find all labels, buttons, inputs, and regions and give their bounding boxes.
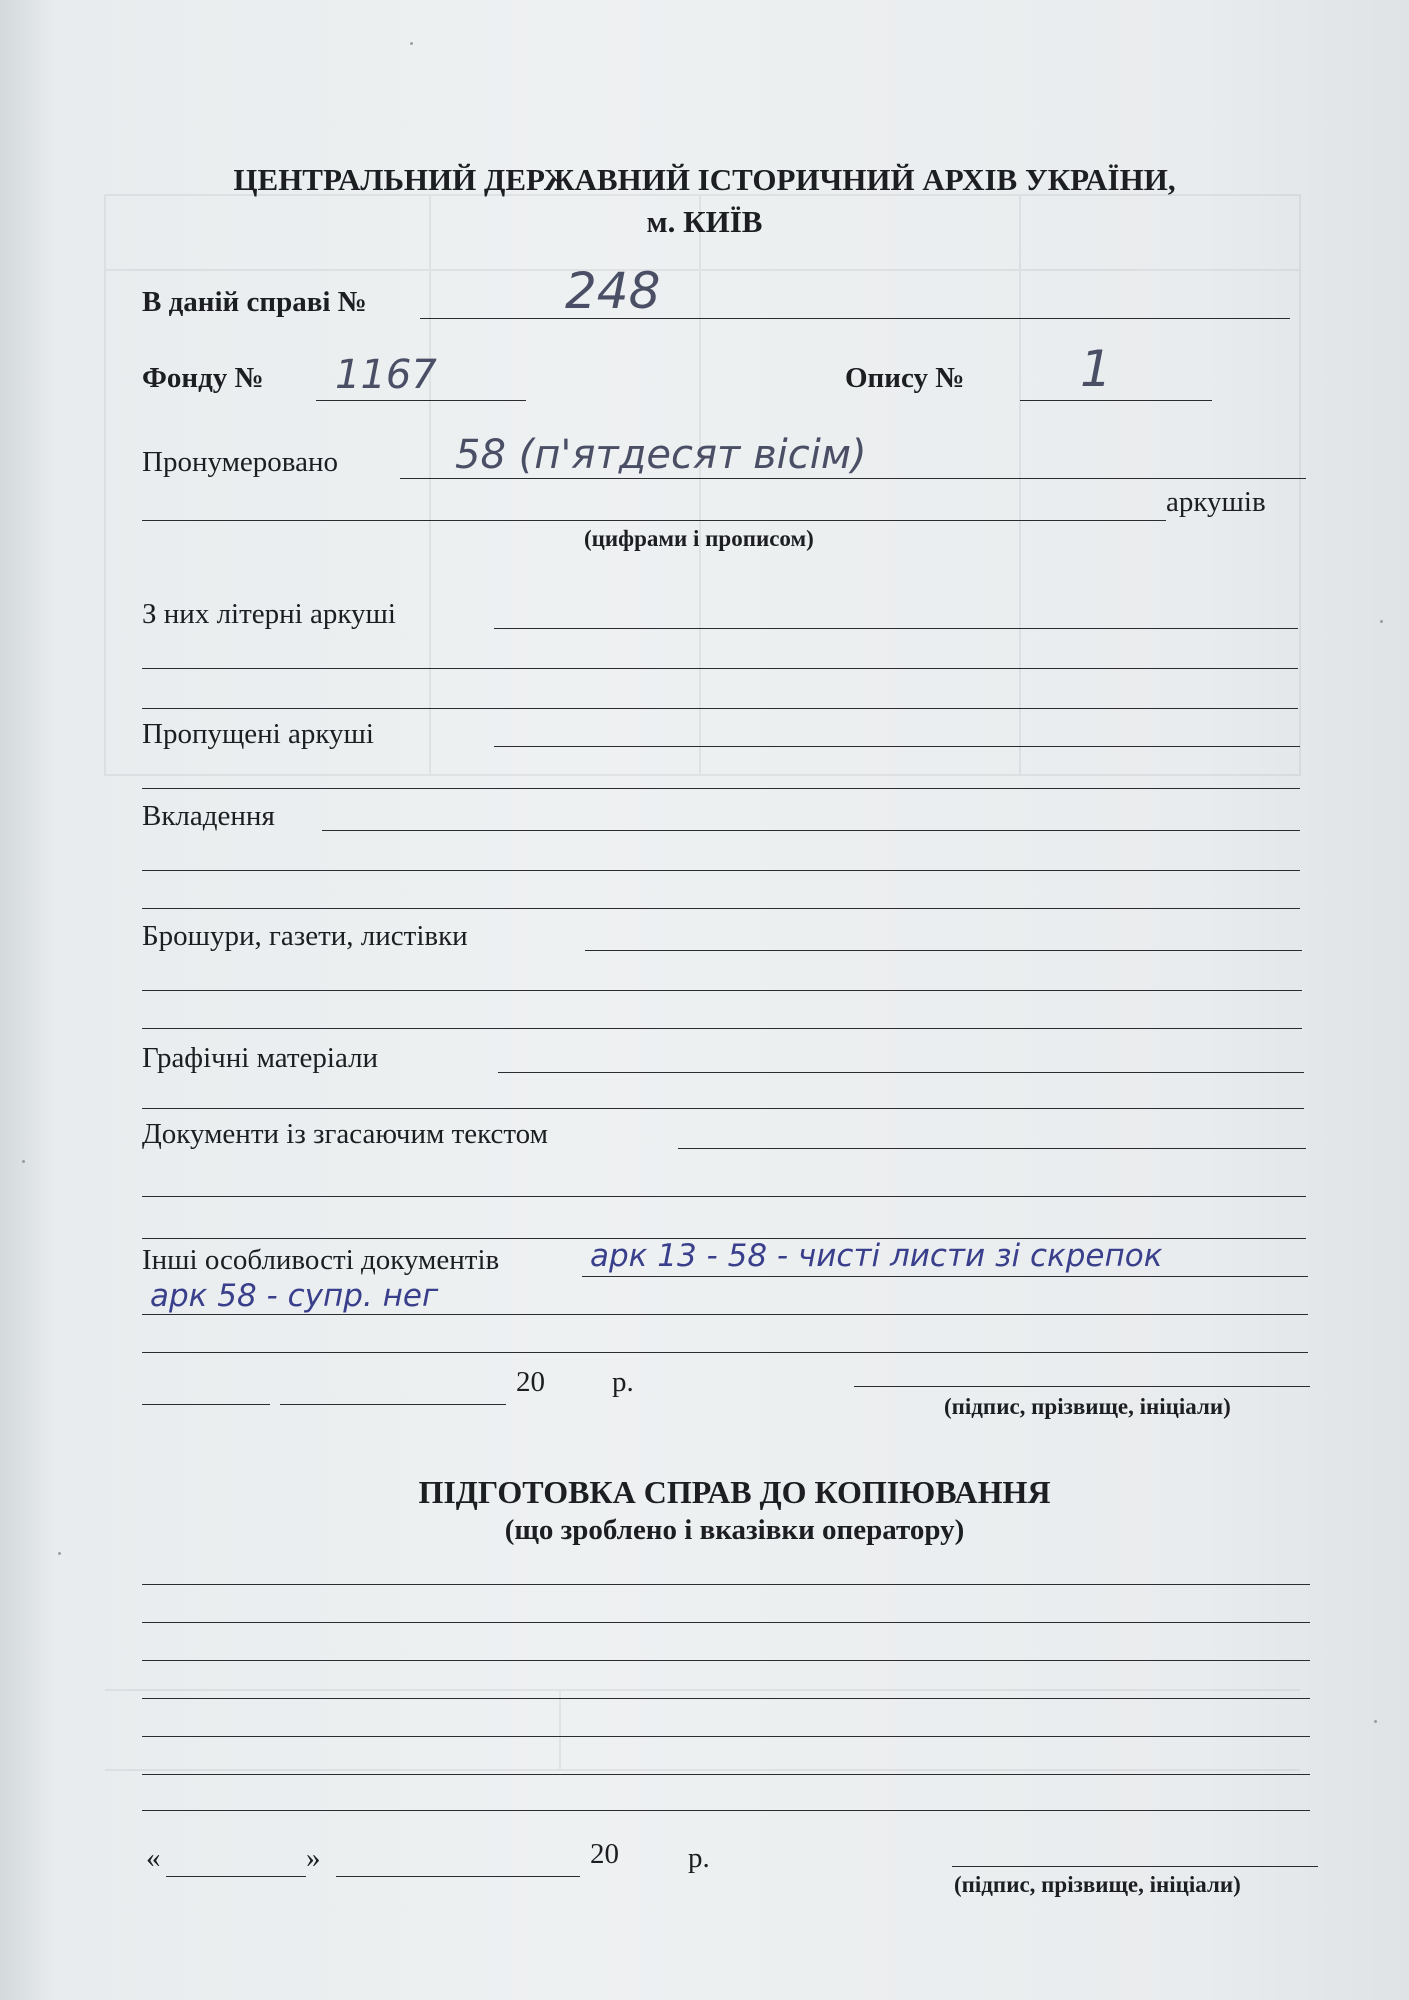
inserts-line-2 [142,870,1300,871]
fading-line-2 [142,1196,1306,1197]
copy-line-2 [142,1622,1310,1623]
numbered-line-2 [142,520,1166,521]
other-line-2 [142,1314,1308,1315]
opys-line [1020,400,1212,401]
other-line-1 [582,1276,1308,1277]
liter-line-2 [142,668,1298,669]
date2-year-suffix: р. [688,1842,710,1874]
fading-line-1 [678,1148,1306,1149]
case-number-label: В даній справі № [142,286,367,318]
inserts-line-3 [142,908,1300,909]
numbered-value: 58 (п'ятдесят вісім) [455,432,867,478]
brochures-label: Брошури, газети, листівки [142,920,468,952]
signature1-hint: (підпис, прізвище, ініціали) [944,1394,1231,1419]
date1-month-line [280,1404,506,1405]
paper-speck [22,1160,25,1163]
numbered-suffix: аркушів [1166,486,1266,518]
case-number-line [420,318,1290,319]
copy-line-3 [142,1660,1310,1661]
other-line-3 [142,1352,1308,1353]
numbered-hint: (цифрами і прописом) [584,526,814,551]
fond-value: 1167 [335,352,437,398]
brochures-line-3 [142,1028,1302,1029]
graphic-line-1 [498,1072,1304,1073]
date1-year-suffix: р. [612,1366,634,1398]
date2-year-prefix: 20 [590,1838,619,1870]
opys-label: Опису № [845,362,965,394]
copy-section-title: ПІДГОТОВКА СПРАВ ДО КОПІЮВАННЯ [418,1474,1051,1510]
copy-section-subtitle: (що зроблено і вказівки оператору) [504,1514,965,1546]
date1-year-prefix: 20 [516,1366,545,1398]
date2-close-quote: » [306,1842,321,1874]
case-number-value: 248 [565,262,661,320]
liter-line-1 [494,628,1298,629]
opys-value: 1 [1080,340,1112,398]
numbered-line-1 [400,478,1306,479]
date2-day-line [166,1876,306,1877]
fading-label: Документи із згасаючим текстом [142,1118,548,1150]
inserts-label: Вкладення [142,800,275,832]
signature2-hint: (підпис, прізвище, ініціали) [954,1872,1241,1897]
brochures-line-1 [585,950,1302,951]
copy-line-4 [142,1698,1310,1699]
other-label: Інші особливості документів [142,1244,500,1276]
archive-title: ЦЕНТРАЛЬНИЙ ДЕРЖАВНИЙ ІСТОРИЧНИЙ АРХІВ УКРАЇНИ, [233,162,1176,197]
other-note-2: арк 58 - супр. нег [150,1278,439,1314]
inserts-line-1 [322,830,1300,831]
signature1-line [854,1386,1310,1387]
copy-line-7 [142,1810,1310,1811]
date2-open-quote: « [146,1842,161,1874]
signature2-line [952,1866,1318,1867]
copy-line-1 [142,1584,1310,1585]
copy-line-6 [142,1774,1310,1775]
graphic-label: Графічні матеріали [142,1042,379,1074]
liter-line-3 [142,708,1298,709]
paper-speck [1374,1720,1377,1723]
other-note-1: арк 13 - 58 - чисті листи зі скрепок [590,1238,1163,1274]
missing-line-2 [142,788,1300,789]
archive-city: м. КИЇВ [646,204,763,239]
paper-speck [1380,620,1383,623]
missing-label: Пропущені аркуші [142,718,374,750]
fond-label: Фонду № [142,362,264,394]
copy-line-5 [142,1736,1310,1737]
paper-speck [58,1552,61,1555]
paper-speck [410,42,413,45]
graphic-line-2 [142,1108,1304,1109]
missing-line-1 [494,746,1300,747]
brochures-line-2 [142,990,1302,991]
numbered-label: Пронумеровано [142,446,339,478]
date2-month-line [336,1876,580,1877]
fond-line [316,400,526,401]
date1-day-line [142,1404,270,1405]
liter-label: З них літерні аркуші [142,598,396,630]
